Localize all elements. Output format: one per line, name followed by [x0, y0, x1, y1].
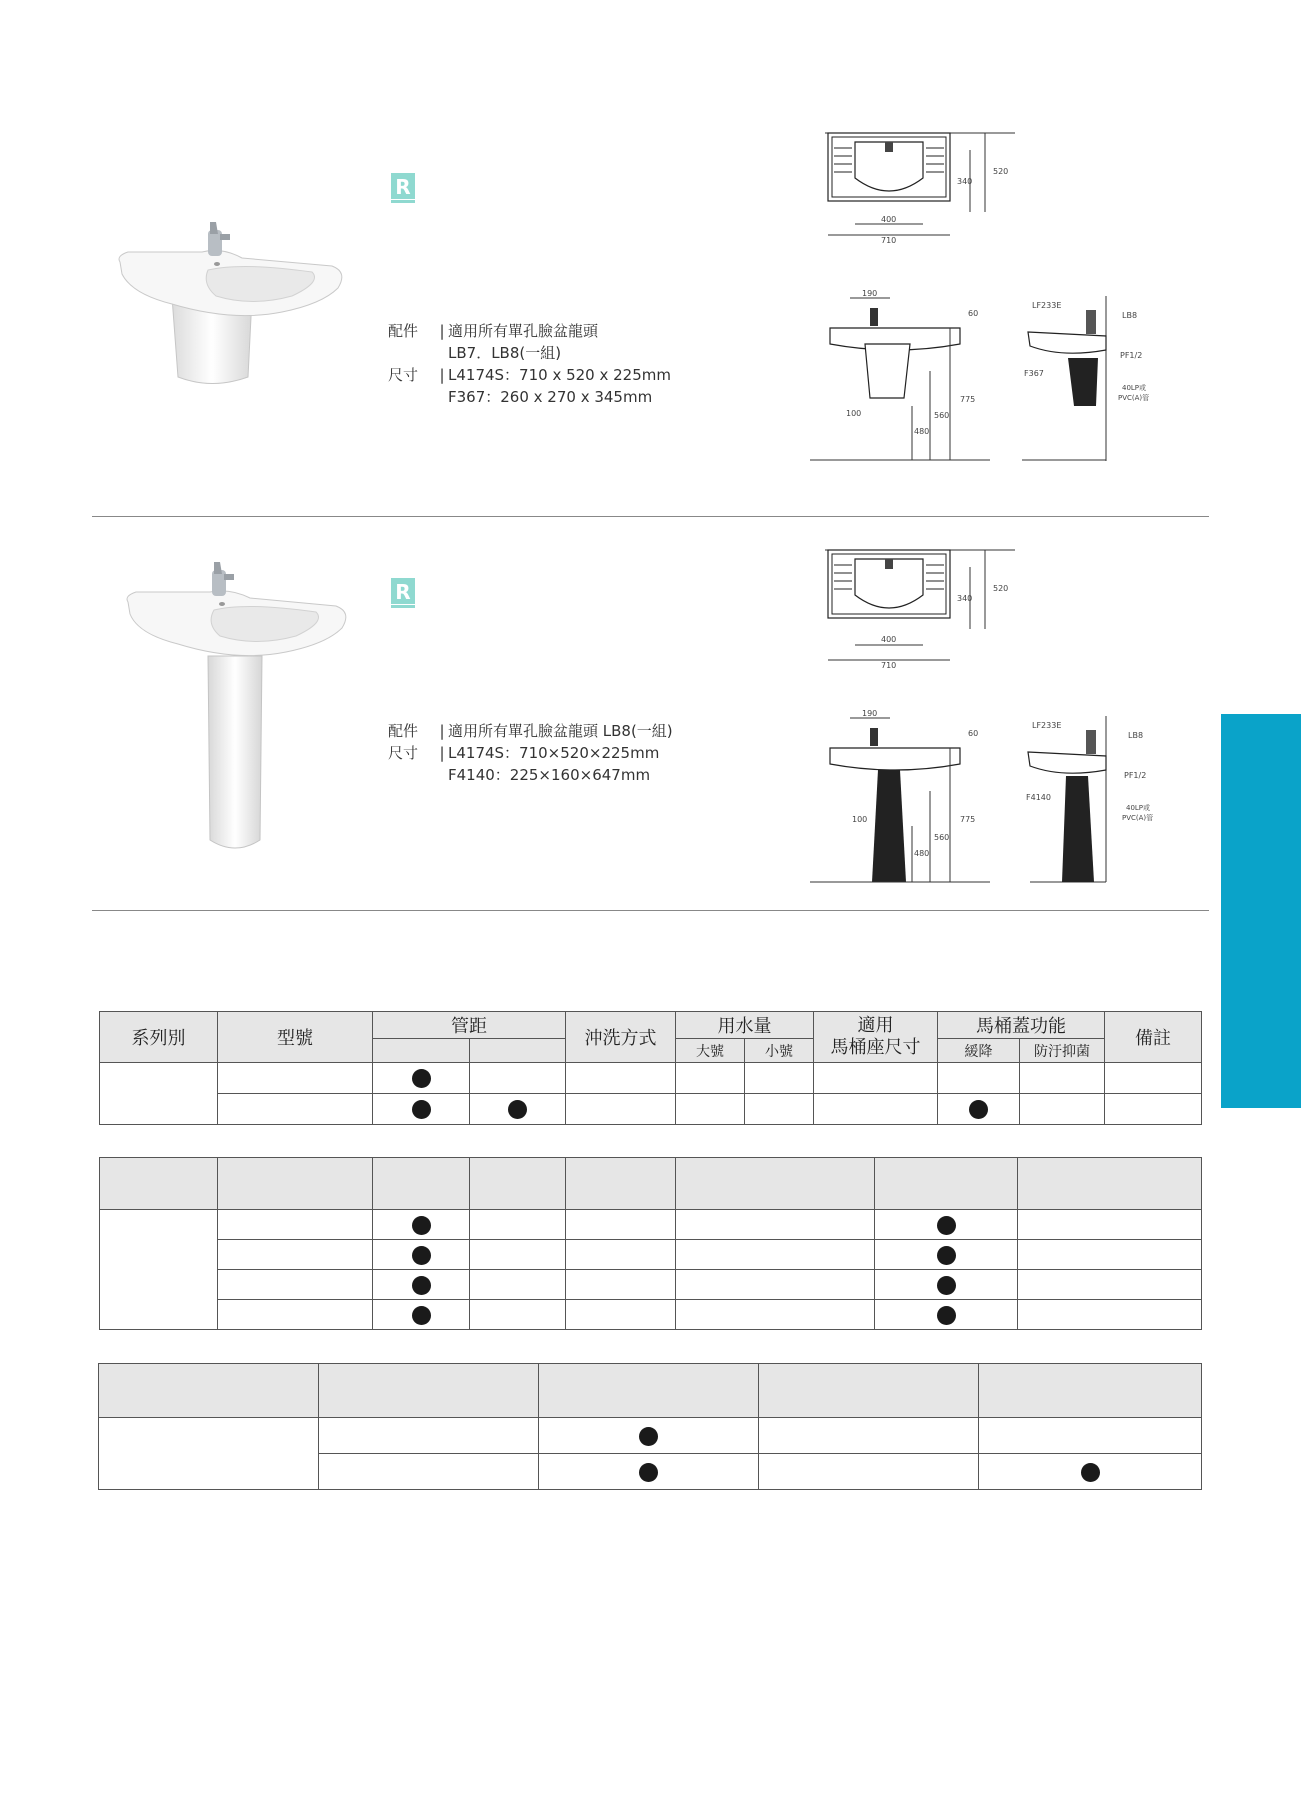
section-tab — [1221, 714, 1301, 1108]
header-seat-size-line1: 適用 — [857, 1015, 894, 1036]
size-line-2: F367：260 x 270 x 345mm — [448, 388, 653, 406]
header-pipe: 管距 — [373, 1012, 566, 1039]
header-lid-anti: 防汙抑菌 — [1020, 1039, 1105, 1063]
svg-text:PF1/2: PF1/2 — [1124, 771, 1147, 780]
svg-text:F4140: F4140 — [1026, 793, 1051, 802]
accessory-label: 配件 — [388, 722, 419, 740]
svg-text:400: 400 — [881, 215, 897, 224]
header-water-small: 小號 — [745, 1039, 814, 1063]
size-label: 尺寸 — [388, 744, 419, 762]
brand-logo-icon — [391, 173, 415, 205]
filled-dot-icon — [1081, 1463, 1100, 1482]
filled-dot-icon — [412, 1216, 431, 1235]
header-seat-size-line2: 馬桶座尺寸 — [830, 1037, 921, 1058]
header-flush: 沖洗方式 — [566, 1012, 676, 1063]
accessory-text: 適用所有單孔臉盆龍頭 — [448, 322, 599, 340]
svg-text:40LP或: 40LP或 — [1126, 804, 1151, 812]
top-view-drawing-2 — [825, 545, 1025, 670]
table-row — [99, 1418, 1202, 1454]
table-row — [100, 1063, 1202, 1094]
svg-text:PVC(A)管: PVC(A)管 — [1122, 814, 1154, 822]
header-seat-size — [814, 1012, 938, 1063]
svg-text:190: 190 — [862, 709, 878, 718]
size-line-2: F4140：225×160×647mm — [448, 766, 651, 784]
svg-text:100: 100 — [852, 815, 868, 824]
svg-text:340: 340 — [957, 177, 973, 186]
header-water: 用水量 — [676, 1012, 814, 1039]
filled-dot-icon — [412, 1306, 431, 1325]
side-view-drawing-2 — [1022, 716, 1154, 886]
filled-dot-icon — [412, 1276, 431, 1295]
filled-dot-icon — [639, 1427, 658, 1446]
product-image-2 — [120, 560, 352, 870]
svg-text:60: 60 — [968, 309, 979, 318]
spec-block-2: 配件 | 適用所有單孔臉盆龍頭 LB8(一組) 尺寸 | L4174S：710×520×225mm F4140：225×160×647mm — [388, 722, 673, 784]
series-cell — [100, 1063, 218, 1125]
divider-2 — [92, 910, 1209, 911]
header-pipe-a — [373, 1039, 470, 1063]
svg-text:190: 190 — [862, 289, 878, 298]
svg-text:710: 710 — [881, 236, 897, 245]
svg-text:PVC(A)管: PVC(A)管 — [1118, 394, 1150, 402]
filled-dot-icon — [412, 1100, 431, 1119]
filled-dot-icon — [937, 1246, 956, 1265]
top-view-drawing-1 — [825, 128, 1025, 248]
svg-text:775: 775 — [960, 395, 976, 404]
spec-block-1: 配件 | 適用所有單孔臉盆龍頭 LB7．LB8(一組) 尺寸 | L4174S：710 x 520 x 225mm F367：260 x 270 x 345mm — [388, 322, 671, 406]
table-row — [100, 1270, 1202, 1300]
svg-text:710: 710 — [881, 661, 897, 670]
header-pipe-b — [470, 1039, 566, 1063]
filled-dot-icon — [639, 1463, 658, 1482]
size-line-1: L4174S：710 x 520 x 225mm — [448, 366, 671, 384]
filled-dot-icon — [937, 1276, 956, 1295]
series-cell — [100, 1210, 218, 1330]
filled-dot-icon — [508, 1100, 527, 1119]
accessory-label: 配件 — [388, 322, 419, 340]
svg-text:560: 560 — [934, 833, 950, 842]
product-image-1 — [112, 212, 352, 402]
accessory-text-2: LB7．LB8(一組) — [448, 344, 562, 362]
side-view-drawing-1 — [1022, 296, 1150, 463]
table-row — [100, 1240, 1202, 1270]
header-notes: 備註 — [1105, 1012, 1202, 1063]
divider-1 — [92, 516, 1209, 517]
svg-text:775: 775 — [960, 815, 976, 824]
svg-text:340: 340 — [957, 594, 973, 603]
filled-dot-icon — [937, 1216, 956, 1235]
svg-text:40LP或: 40LP或 — [1122, 384, 1147, 392]
filled-dot-icon — [969, 1100, 988, 1119]
accessory-text: 適用所有單孔臉盆龍頭 LB8(一組) — [448, 722, 673, 740]
svg-text:560: 560 — [934, 411, 950, 420]
spec-table-1 — [99, 1011, 1202, 1125]
table-row — [100, 1300, 1202, 1330]
header-series: 系列別 — [100, 1012, 218, 1063]
svg-text:60: 60 — [968, 729, 979, 738]
table-row — [100, 1210, 1202, 1240]
svg-text:F367: F367 — [1024, 369, 1044, 378]
svg-text:520: 520 — [993, 167, 1009, 176]
svg-text:R: R — [395, 175, 411, 199]
svg-text:400: 400 — [881, 635, 897, 644]
header-lid: 馬桶蓋功能 — [938, 1012, 1105, 1039]
svg-text:480: 480 — [914, 849, 930, 858]
svg-text:LB8: LB8 — [1122, 311, 1138, 320]
svg-text:LF233E: LF233E — [1032, 301, 1062, 310]
svg-text:PF1/2: PF1/2 — [1120, 351, 1143, 360]
header-model: 型號 — [218, 1012, 373, 1063]
filled-dot-icon — [412, 1069, 431, 1088]
size-line-1: L4174S：710×520×225mm — [448, 744, 660, 762]
series-cell — [99, 1418, 319, 1490]
front-view-drawing-1 — [810, 288, 990, 463]
table-row — [100, 1094, 1202, 1125]
header-water-big: 大號 — [676, 1039, 745, 1063]
brand-logo-icon — [391, 578, 415, 610]
svg-text:R: R — [395, 580, 411, 604]
svg-text:LF233E: LF233E — [1032, 721, 1062, 730]
filled-dot-icon — [412, 1246, 431, 1265]
size-label: 尺寸 — [388, 366, 419, 384]
svg-text:480: 480 — [914, 427, 930, 436]
spec-table-2 — [99, 1157, 1202, 1330]
filled-dot-icon — [937, 1306, 956, 1325]
svg-text:100: 100 — [846, 409, 862, 418]
spec-table-3 — [98, 1363, 1202, 1490]
svg-text:LB8: LB8 — [1128, 731, 1144, 740]
header-lid-slow: 緩降 — [938, 1039, 1020, 1063]
svg-text:520: 520 — [993, 584, 1009, 593]
front-view-drawing-2 — [810, 708, 990, 888]
